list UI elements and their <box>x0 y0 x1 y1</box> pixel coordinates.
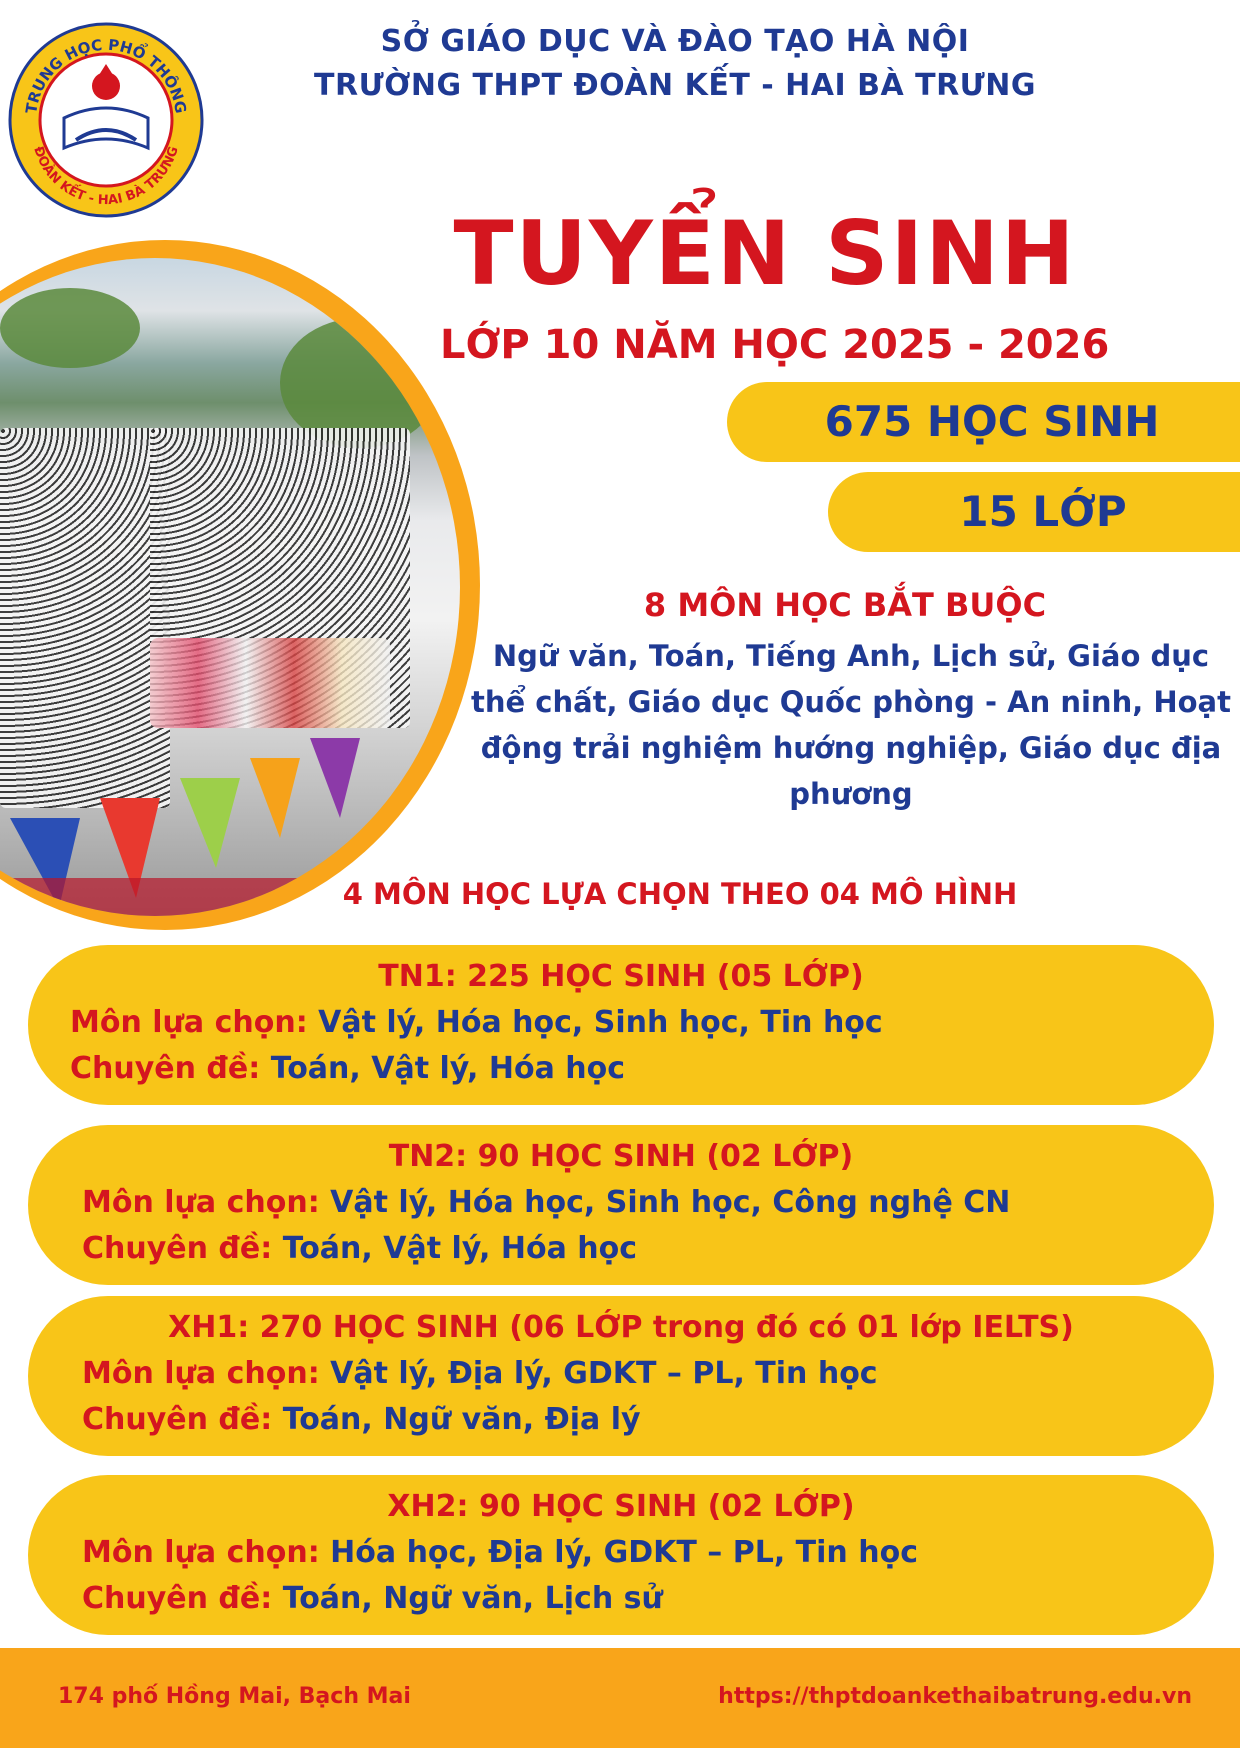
elective-values: Hóa học, Địa lý, GDKT – PL, Tin học <box>330 1535 918 1570</box>
topic-values: Toán, Ngữ văn, Địa lý <box>282 1402 641 1437</box>
topic-label: Chuyên đề: <box>82 1581 273 1616</box>
mandatory-subjects-title: 8 MÔN HỌC BẮT BUỘC <box>643 586 1047 624</box>
topic-values: Toán, Ngữ văn, Lịch sử <box>282 1581 663 1616</box>
model-card-xh2 <box>28 1475 1214 1635</box>
elective-values: Vật lý, Hóa học, Sinh học, Tin học <box>318 1005 883 1040</box>
elective-line <box>82 1535 918 1570</box>
elective-subjects-title: 4 MÔN HỌC LỰA CHỌN THEO 04 MÔ HÌNH <box>342 877 1018 911</box>
elective-label: Môn lựa chọn: <box>70 1005 308 1040</box>
model-title: TN1: 225 HỌC SINH (05 LỚP) <box>378 959 864 994</box>
model-card-tn2 <box>28 1125 1214 1285</box>
school-address: 174 phố Hồng Mai, Bạch Mai <box>58 1684 411 1709</box>
topic-line <box>82 1231 637 1266</box>
elective-values: Vật lý, Hóa học, Sinh học, Công nghệ CN <box>330 1185 1011 1220</box>
model-title: XH1: 270 HỌC SINH (06 LỚP trong đó có 01 lớp IELTS) <box>168 1310 1074 1345</box>
model-card-xh1 <box>28 1296 1214 1456</box>
topic-label: Chuyên đề: <box>82 1231 273 1266</box>
topic-values: Toán, Vật lý, Hóa học <box>282 1231 638 1266</box>
logo-top-text: TRUNG HỌC PHỔ THÔNG <box>22 35 190 115</box>
topic-values: Toán, Vật lý, Hóa học <box>270 1051 626 1086</box>
school-name: TRƯỜNG THPT ĐOÀN KẾT - HAI BÀ TRƯNG <box>314 68 1036 103</box>
model-title: XH2: 90 HỌC SINH (02 LỚP) <box>387 1489 855 1524</box>
student-count-badge: 675 HỌC SINH <box>727 382 1240 462</box>
topic-line <box>82 1402 641 1437</box>
elective-label: Môn lựa chọn: <box>82 1535 320 1570</box>
model-card-tn1 <box>28 945 1214 1105</box>
school-website-link[interactable]: https://thptdoankethaibatrung.edu.vn <box>718 1684 1192 1709</box>
topic-label: Chuyên đề: <box>70 1051 261 1086</box>
elective-label: Môn lựa chọn: <box>82 1356 320 1391</box>
department-name: SỞ GIÁO DỤC VÀ ĐÀO TẠO HÀ NỘI <box>380 24 970 59</box>
logo-bottom-text: ĐOÀN KẾT - HAI BÀ TRƯNG <box>30 144 182 209</box>
school-logo <box>6 20 206 220</box>
page-subtitle: LỚP 10 NĂM HỌC 2025 - 2026 <box>440 322 1110 368</box>
elective-line <box>82 1356 878 1391</box>
model-title: TN2: 90 HỌC SINH (02 LỚP) <box>388 1139 854 1174</box>
mandatory-subjects-list: Ngữ văn, Toán, Tiếng Anh, Lịch sử, Giáo dục thể chất, Giáo dục Quốc phòng - An ninh, Hoạt động trải nghiệm hướng nghiệp, Giáo dục địa phương <box>471 639 1231 811</box>
footer <box>0 1648 1240 1748</box>
elective-line <box>82 1185 1010 1220</box>
topic-label: Chuyên đề: <box>82 1402 273 1437</box>
elective-values: Vật lý, Địa lý, GDKT – PL, Tin học <box>330 1356 878 1391</box>
elective-line <box>70 1005 883 1040</box>
page-title: TUYỂN SINH <box>453 202 1077 305</box>
topic-line <box>70 1051 625 1086</box>
elective-label: Môn lựa chọn: <box>82 1185 320 1220</box>
class-count-badge: 15 LỚP <box>828 472 1240 552</box>
topic-line <box>82 1581 663 1616</box>
